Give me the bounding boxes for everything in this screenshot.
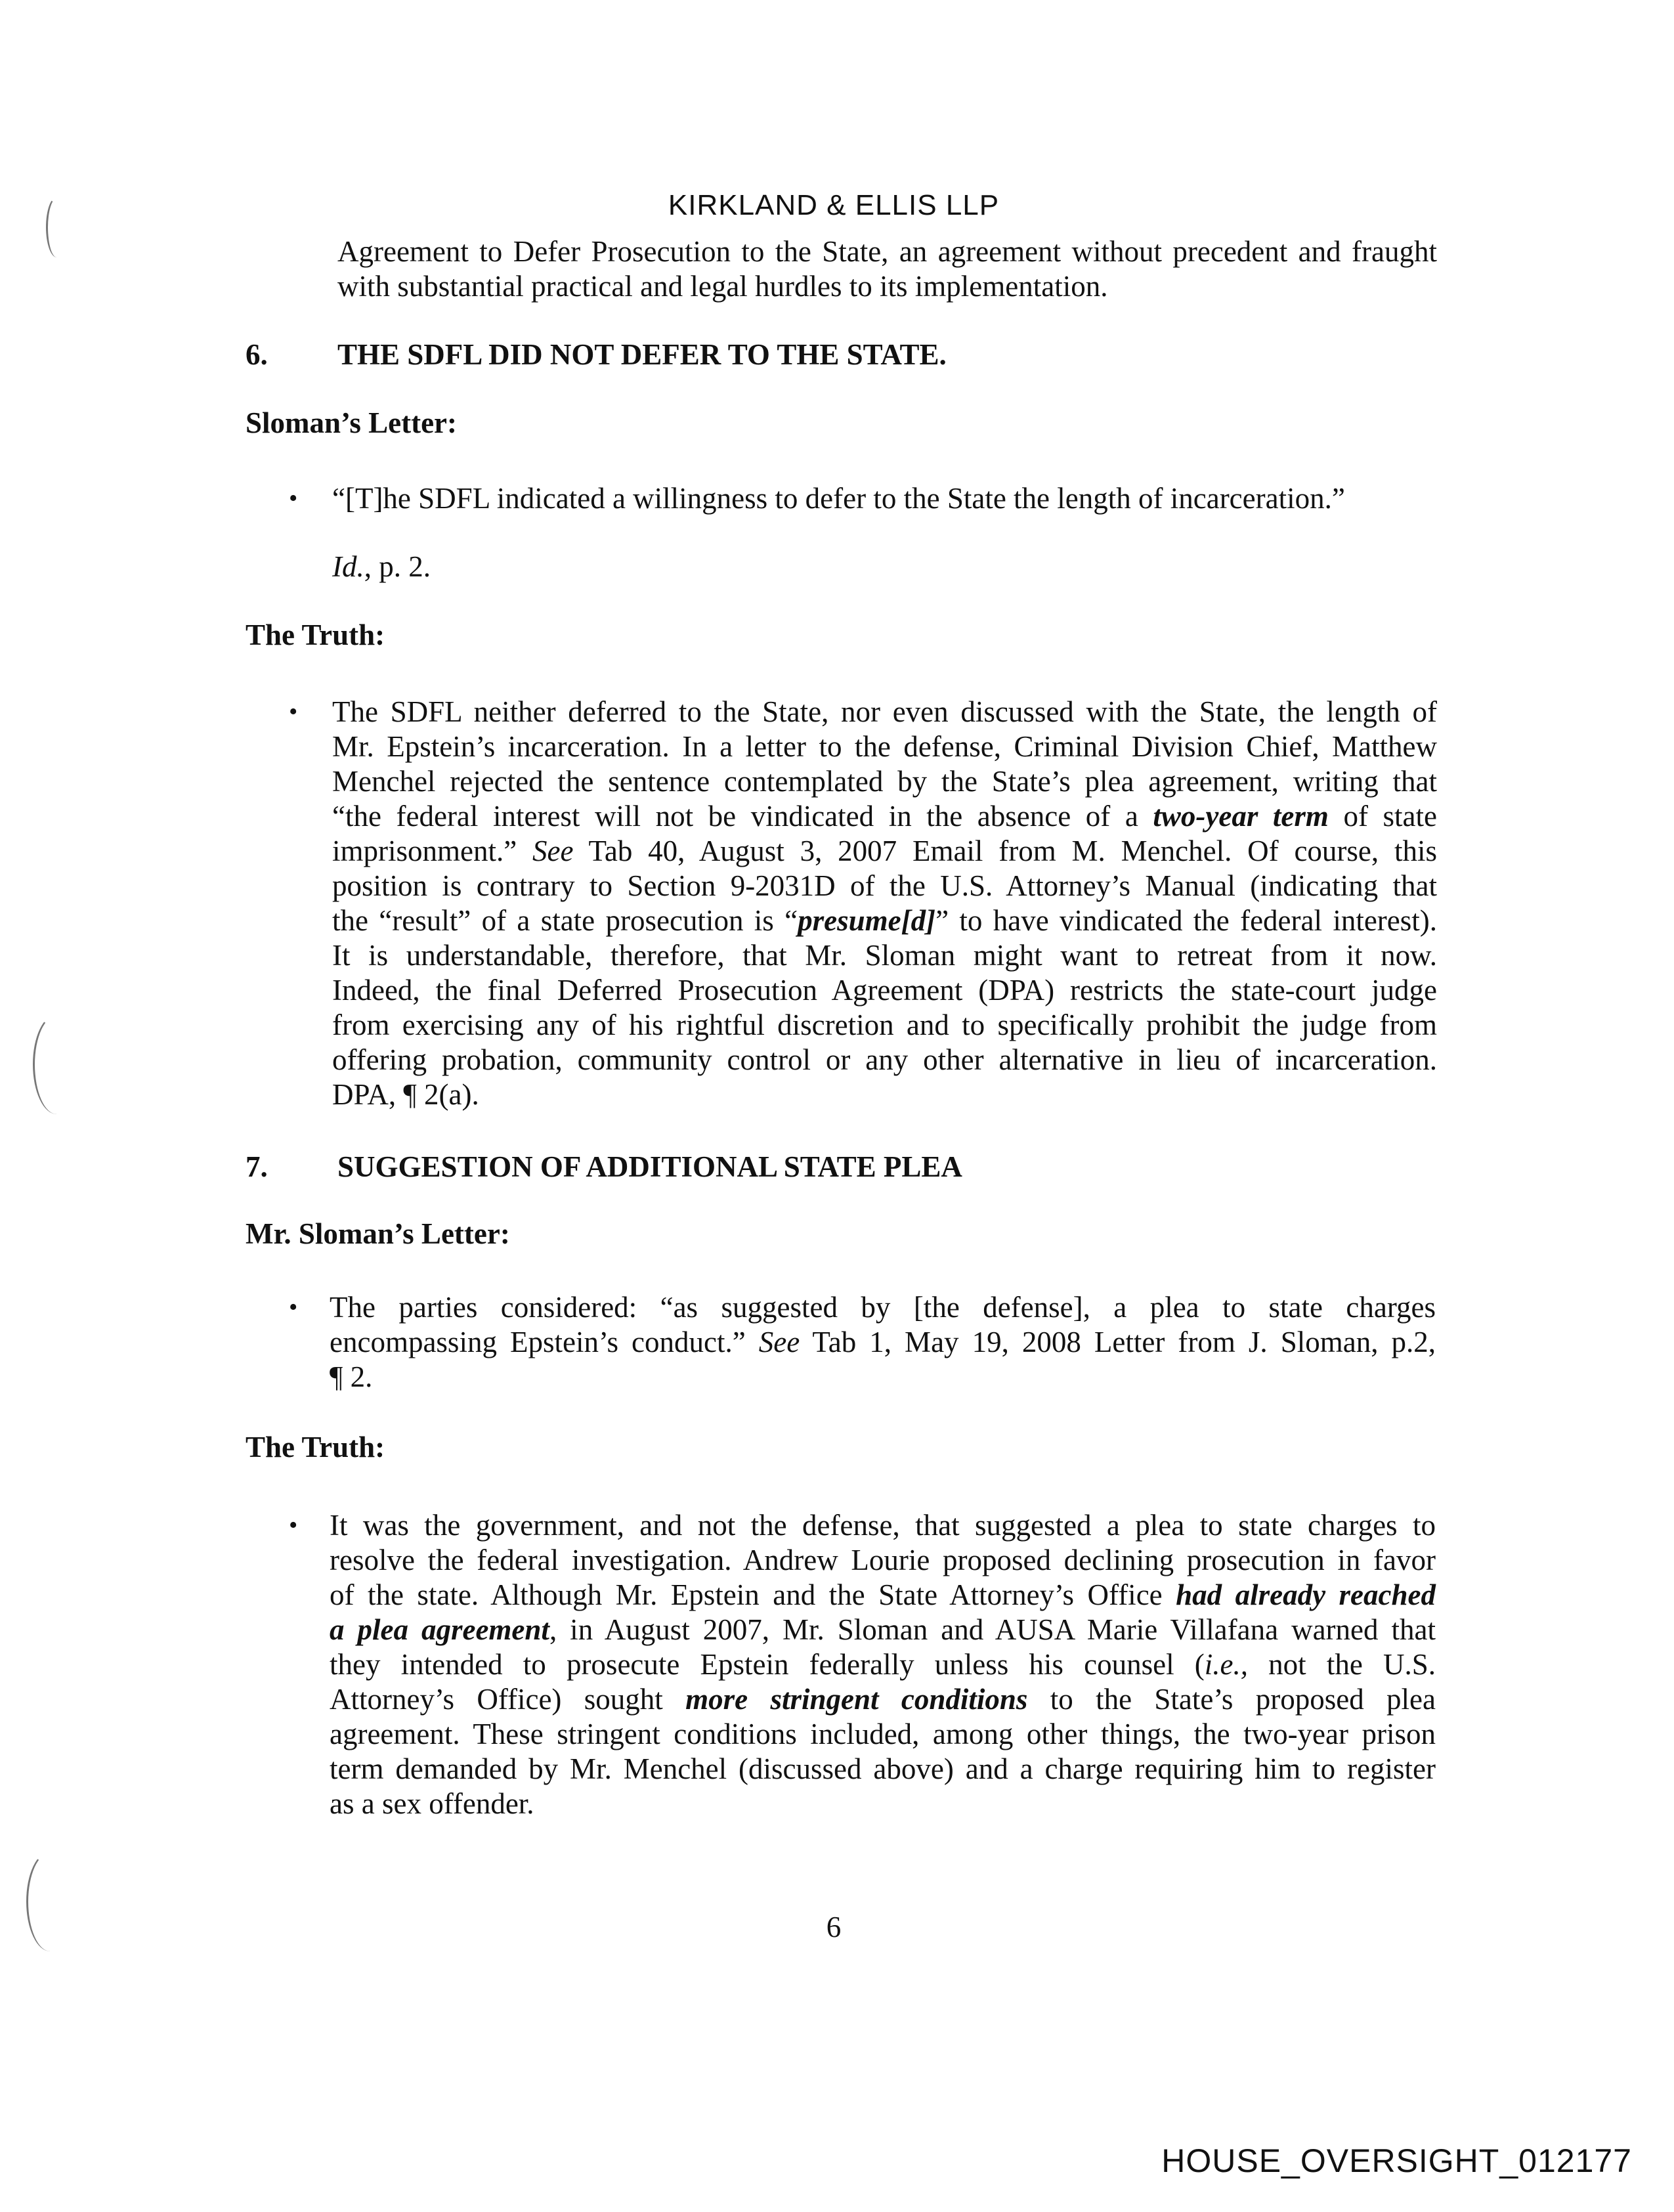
letterhead-firm-name: KIRKLAND & ELLIS LLP	[668, 189, 1000, 221]
section-6-truth-paragraph	[332, 695, 1437, 1112]
emphasized-text: a plea agreement	[330, 1613, 549, 1646]
text-line	[332, 869, 1437, 903]
text-run: ” to have vindicated the federal interest).	[935, 904, 1438, 937]
text-line	[330, 1647, 1436, 1682]
text-run: of state	[1328, 800, 1438, 833]
text-run: , in August 2007, Mr. Sloman and AUSA Marie Villafana warned that	[549, 1613, 1436, 1646]
text-line	[332, 903, 1437, 938]
text-line	[332, 695, 1437, 729]
emphasized-text: two-year term	[1153, 800, 1329, 833]
text-line	[330, 1578, 1436, 1613]
text-line	[332, 834, 1437, 869]
text-run: The parties considered: “as suggested by [the defense], a plea to state charges	[330, 1291, 1436, 1324]
emphasized-text: See	[758, 1326, 800, 1358]
bullet-icon: •	[289, 1293, 298, 1321]
emphasized-text: had already reached	[1176, 1578, 1436, 1611]
text-line	[330, 1508, 1436, 1543]
citation-page: , p. 2.	[364, 550, 431, 583]
text-run: from exercising any of his rightful discretion and to specifically prohibit the judge from	[332, 1008, 1437, 1041]
text-run: term demanded by Mr. Menchel (discussed above) and a charge requiring him to register	[330, 1752, 1436, 1785]
bullet-icon: •	[289, 698, 298, 726]
text-run: to the State’s proposed plea	[1027, 1683, 1436, 1716]
emphasized-text: presume[d]	[798, 904, 936, 937]
text-run: Attorney’s Office) sought	[330, 1683, 686, 1716]
section-6-letter-label: Sloman’s Letter:	[246, 406, 458, 439]
text-line	[330, 1543, 1436, 1578]
text-line	[330, 1290, 1436, 1325]
quote-citation	[332, 550, 431, 584]
section-6-heading: THE SDFL DID NOT DEFER TO THE STATE.	[337, 338, 947, 371]
citation-id: Id.	[332, 550, 364, 583]
text-line	[332, 1043, 1437, 1077]
text-run: with substantial practical and legal hurdles to its implementation.	[337, 270, 1108, 303]
text-line	[332, 729, 1437, 764]
text-run: The SDFL neither deferred to the State, nor even discussed with the State, the length of	[332, 695, 1437, 728]
section-7-heading: SUGGESTION OF ADDITIONAL STATE PLEA	[337, 1150, 962, 1183]
text-line	[332, 1077, 1437, 1112]
text-run: It is understandable, therefore, that Mr. Sloman might want to retreat from it now.	[332, 939, 1437, 972]
text-line	[332, 1008, 1437, 1043]
text-run: encompassing Epstein’s conduct.”	[330, 1326, 759, 1358]
text-run: of the state. Although Mr. Epstein and the State Attorney’s Office	[330, 1578, 1176, 1611]
text-run: imprisonment.”	[332, 835, 533, 867]
emphasized-text: more stringent conditions	[685, 1683, 1028, 1716]
text-run: Tab 40, August 3, 2007 Email from M. Menchel. Of course, this	[573, 835, 1437, 867]
bullet-icon: •	[289, 1511, 298, 1539]
text-line	[332, 764, 1437, 799]
section-7-number: 7.	[246, 1150, 268, 1183]
text-run: Agreement to Defer Prosecution to the State, an agreement without precedent and fraught	[337, 235, 1437, 268]
section-6-number: 6.	[246, 338, 268, 371]
text-line	[332, 799, 1437, 834]
text-run: the “result” of a state prosecution is “	[332, 904, 798, 937]
text-line	[330, 1752, 1436, 1787]
text-run: ¶ 2.	[330, 1360, 373, 1393]
section-7-letter-paragraph	[330, 1290, 1436, 1395]
emphasized-text: See	[532, 835, 574, 867]
intro-paragraph	[337, 234, 1437, 304]
text-run: agreement. These stringent conditions included, among other things, the two-year prison	[330, 1718, 1436, 1750]
text-run: “the federal interest will not be vindicated in the absence of a	[332, 800, 1153, 833]
text-line	[330, 1682, 1436, 1717]
text-line	[330, 1613, 1436, 1647]
text-run: they intended to prosecute Epstein federally unless his counsel (	[330, 1648, 1205, 1681]
text-line	[330, 1717, 1436, 1752]
text-line	[330, 1360, 1436, 1395]
text-run: It was the government, and not the defense, that suggested a plea to state charges to	[330, 1509, 1436, 1542]
text-run: resolve the federal investigation. Andrew Lourie proposed declining prosecution in favor	[330, 1544, 1436, 1576]
text-run: Indeed, the final Deferred Prosecution Agreement (DPA) restricts the state-court judge	[332, 974, 1437, 1007]
text-run: DPA, ¶ 2(a).	[332, 1078, 479, 1111]
page-number: 6	[826, 1911, 842, 1943]
text-line	[330, 1787, 1436, 1821]
section-7-truth-paragraph	[330, 1508, 1436, 1821]
section-6-truth-label: The Truth:	[246, 618, 385, 651]
text-line	[337, 234, 1437, 269]
section-7-letter-label: Mr. Sloman’s Letter:	[246, 1217, 510, 1250]
text-line	[332, 973, 1437, 1008]
emphasized-text: i.e.,	[1204, 1648, 1248, 1681]
text-line	[332, 938, 1437, 973]
scan-mark	[33, 1014, 81, 1114]
sloman-quote: “[T]he SDFL indicated a willingness to defer to the State the length of incarceration.”	[332, 482, 1345, 515]
text-run: Tab 1, May 19, 2008 Letter from J. Sloman, p.2,	[800, 1326, 1436, 1358]
text-run: Mr. Epstein’s incarceration. In a letter to the defense, Criminal Division Chief, Matthew	[332, 730, 1437, 763]
text-run: Menchel rejected the sentence contemplated by the State’s plea agreement, writing that	[332, 765, 1437, 798]
text-run: not the U.S.	[1247, 1648, 1436, 1681]
text-run: offering probation, community control or any other alternative in lieu of incarceration.	[332, 1043, 1437, 1076]
bates-stamp: HOUSE_OVERSIGHT_012177	[1161, 2142, 1632, 2179]
section-7-truth-label: The Truth:	[246, 1431, 385, 1464]
text-run: as a sex offender.	[330, 1787, 534, 1820]
bullet-icon: •	[289, 485, 298, 512]
text-line	[337, 269, 1437, 304]
text-run: position is contrary to Section 9-2031D of the U.S. Attorney’s Manual (indicating that	[332, 869, 1437, 902]
text-line	[330, 1325, 1436, 1360]
